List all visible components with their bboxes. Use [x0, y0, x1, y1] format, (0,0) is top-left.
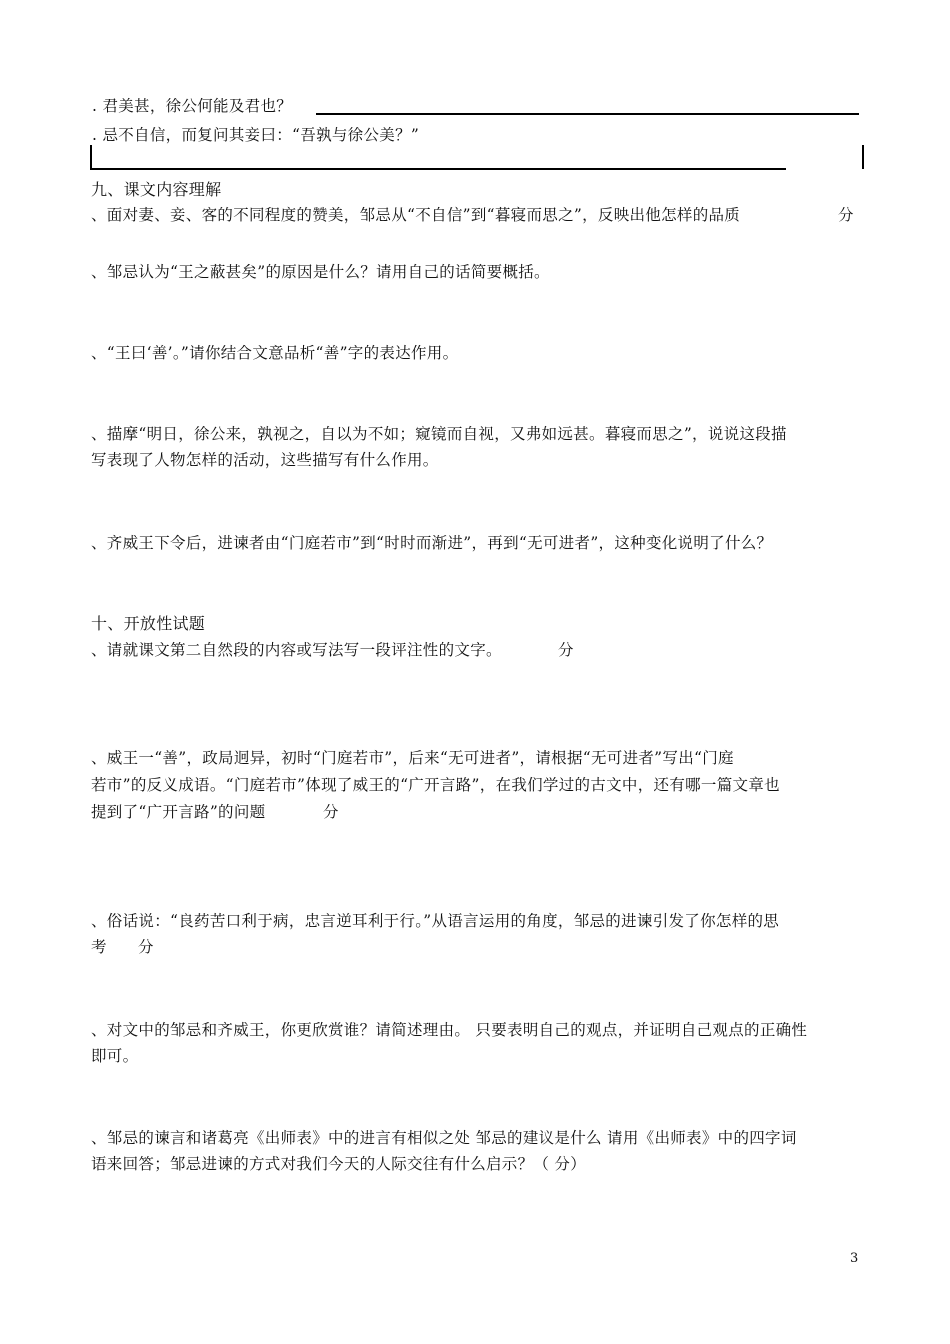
section-9-question-1-score: 分	[838, 206, 854, 224]
answer-line-1[interactable]	[316, 113, 859, 115]
section-9-question-1: 、面对妻、妾、客的不同程度的赞美，邹忌从“不自信”到“暮寝而思之”，反映出他怎样的品质	[91, 206, 741, 224]
section-9-heading: 九、课文内容理解	[91, 180, 222, 199]
section-10-question-4-line-2: 即可。	[91, 1047, 139, 1065]
section-10-question-5-line-1: 、邹忌的谏言和诸葛亮《出师表》中的进言有相似之处 邹忌的建议是什么 请用《出师表》中的四字词	[91, 1129, 797, 1147]
section-9-question-4-line-2: 写表现了人物怎样的活动，这些描写有什么作用。	[91, 451, 439, 469]
section-10-question-2-line-3: 提到了“广开言路”的问题	[91, 803, 266, 821]
section-10-question-5-line-2: 语来回答；邹忌进谏的方式对我们今天的人际交往有什么启示？（ 分）	[91, 1155, 587, 1173]
section-10-question-2-line-1: 、威王一“善”，政局迥异，初时“门庭若市”，后来“无可进者”，请根据“无可进者”写出“门庭	[91, 749, 734, 767]
section-9-question-4-line-1: 、描摩“明日，徐公来，孰视之，自以为不如；窥镜而自视，又弗如远甚。暮寝而思之”，说说这段描	[91, 425, 787, 443]
section-10-heading: 十、开放性试题	[91, 614, 206, 633]
section-10-question-4-line-1: 、对文中的邹忌和齐威王，你更欣赏谁？请简述理由。 只要表明自己的观点，并证明自己观点的正确性	[91, 1021, 808, 1039]
section-10-question-3-line-2: 考	[91, 938, 107, 956]
answer-line-2[interactable]	[90, 168, 786, 170]
answer-box-right-edge	[862, 145, 864, 169]
section-9-question-2: 、邹忌认为“王之蔽甚矣”的原因是什么？请用自己的话简要概括。	[91, 263, 550, 281]
translation-item-1: . 君美甚，徐公何能及君也？	[92, 97, 293, 115]
section-10-question-3-score: 分	[138, 938, 154, 956]
translation-item-2: . 忌不自信，而复问其妾曰：“吾孰与徐公美？”	[92, 126, 420, 144]
answer-box-left-edge	[90, 145, 92, 169]
section-10-question-3-line-1: 、俗话说：“良药苦口利于病，忠言逆耳利于行。”从语言运用的角度，邹忌的进谏引发了你怎样的思	[91, 912, 780, 930]
section-10-question-2-score: 分	[323, 803, 339, 821]
section-10-question-2-line-2: 若市”的反义成语。“门庭若市”体现了威王的“广开言路”，在我们学过的古文中，还有哪一篇文章也	[91, 776, 780, 794]
section-9-question-5: 、齐威王下令后，进谏者由“门庭若市”到“时时而渐进”，再到“无可进者”，这种变化说明了什么？	[91, 534, 773, 552]
section-10-question-1: 、请就课文第二自然段的内容或写法写一段评注性的文字。	[91, 641, 502, 659]
page-number: 3	[850, 1251, 859, 1266]
section-10-question-1-score: 分	[558, 641, 574, 659]
section-9-question-3: 、“王曰‘善’。”请你结合文意品析“善”字的表达作用。	[91, 344, 459, 362]
